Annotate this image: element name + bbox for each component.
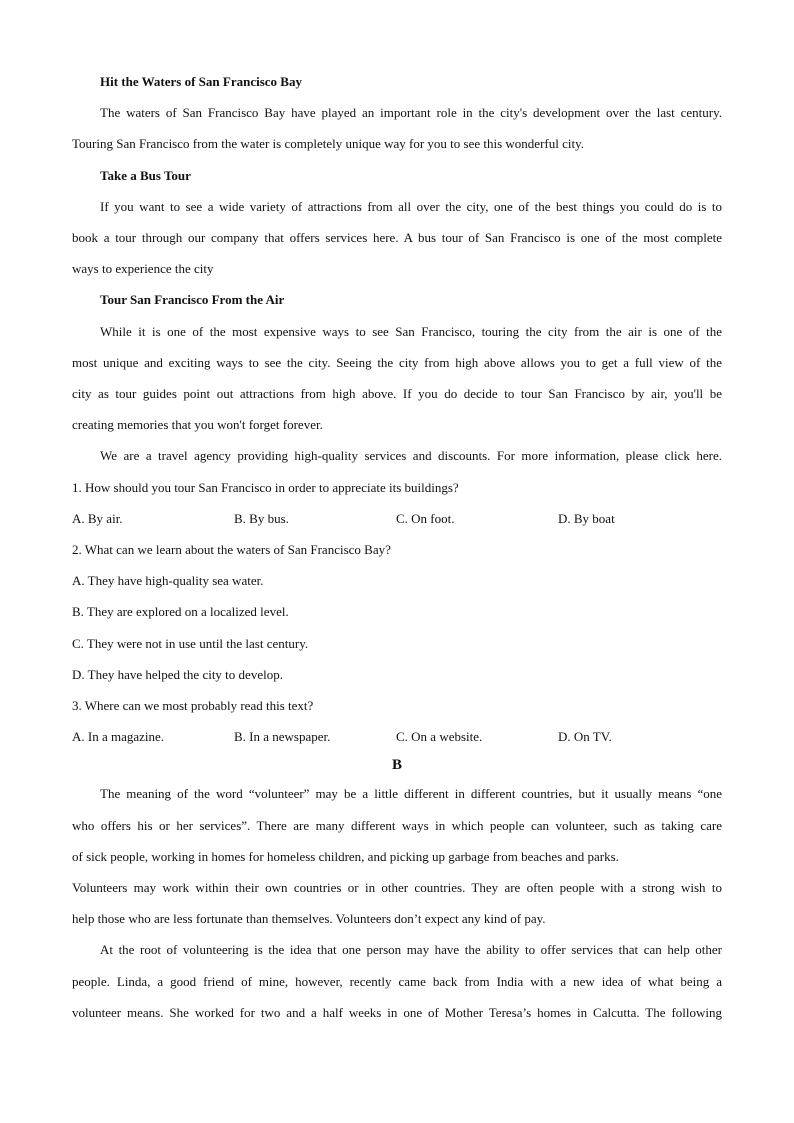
passage-a-p1-line-2: Touring San Francisco from the water is completely unique way for you to see this wonderful city. bbox=[72, 136, 584, 152]
question-2-option-a: A. They have high-quality sea water. bbox=[72, 573, 264, 589]
question-3-option-d: D. On TV. bbox=[558, 729, 612, 745]
question-1-option-d: D. By boat bbox=[558, 510, 615, 526]
question-3-stem: 3. Where can we most probably read this text? bbox=[72, 698, 314, 714]
question-3-option-a: A. In a magazine. bbox=[72, 729, 165, 745]
passage-a-p3-line-4: creating memories that you won't forget forever. bbox=[72, 417, 323, 433]
passage-a-p2-line-3: ways to experience the city bbox=[72, 261, 214, 277]
passage-a-p2-line-2: book a tour through our company that offers services here. A bus tour of San Francisco is one of the most complete bbox=[72, 230, 722, 246]
question-2-option-c: C. They were not in use until the last century. bbox=[72, 635, 309, 651]
question-3-options bbox=[72, 721, 722, 752]
passage-a-p3-line-3: city as tour guides point out attractions from high above. If you do decide to tour San Francisco by air, you'll be bbox=[72, 386, 722, 402]
question-3-option-c: C. On a website. bbox=[396, 729, 483, 745]
question-2-stem: 2. What can we learn about the waters of San Francisco Bay? bbox=[72, 542, 391, 558]
passage-b-p1-line-5: help those who are less fortunate than themselves. Volunteers don’t expect any kind of pay. bbox=[72, 911, 546, 927]
passage-a-p2-line-1: If you want to see a wide variety of attractions from all over the city, one of the best things you could do is to bbox=[100, 198, 722, 214]
passage-b-p1-line-1: The meaning of the word “volunteer” may be a little different in different countries, but it usually means “one bbox=[100, 786, 722, 802]
passage-a-p3-line-2: most unique and exciting ways to see the city. Seeing the city from high above allows you to get a full view of the bbox=[72, 354, 722, 370]
passage-a-p1-line-1: The waters of San Francisco Bay have played an important role in the city's development over the last century. bbox=[100, 105, 722, 121]
question-2-option-d: D. They have helped the city to develop. bbox=[72, 666, 283, 682]
question-1-option-c: C. On foot. bbox=[396, 510, 455, 526]
heading-air-tour: Tour San Francisco From the Air bbox=[100, 292, 285, 308]
passage-b-p2-line-2: people. Linda, a good friend of mine, however, recently came back from India with a new idea of what being a bbox=[72, 973, 722, 989]
passage-a-p3-line-1: While it is one of the most expensive ways to see San Francisco, touring the city from the air is one of the bbox=[100, 323, 722, 339]
question-1-stem: 1. How should you tour San Francisco in order to appreciate its buildings? bbox=[72, 479, 459, 495]
question-1-options bbox=[72, 503, 722, 534]
heading-waters-bay: Hit the Waters of San Francisco Bay bbox=[100, 74, 302, 89]
passage-a-p4-line-1: We are a travel agency providing high-quality services and discounts. For more information, please click here. bbox=[100, 448, 722, 464]
question-3-option-b: B. In a newspaper. bbox=[234, 729, 331, 745]
passage-b-p1-line-3: of sick people, working in homes for homeless children, and picking up garbage from beaches and parks. bbox=[72, 848, 619, 864]
passage-b-p2-line-3: volunteer means. She worked for two and a half weeks in one of Mother Teresa’s homes in Calcutta. The following bbox=[72, 1004, 722, 1020]
passage-b-p1-line-2: who offers his or her services”. There are many different ways in which people can volunteer, such as taking care bbox=[72, 817, 722, 833]
heading-bus-tour: Take a Bus Tour bbox=[100, 167, 191, 183]
question-1-option-a: A. By air. bbox=[72, 510, 123, 526]
passage-b-p1-line-4: Volunteers may work within their own countries or in other countries. They are often people with a strong wish to bbox=[72, 880, 722, 896]
document-page bbox=[72, 66, 722, 1028]
section-b-label: B bbox=[391, 757, 402, 774]
question-2-option-b: B. They are explored on a localized level. bbox=[72, 604, 289, 620]
question-1-option-b: B. By bus. bbox=[234, 510, 289, 526]
passage-b-p2-line-1: At the root of volunteering is the idea that one person may have the ability to offer services that can help other bbox=[100, 942, 722, 958]
